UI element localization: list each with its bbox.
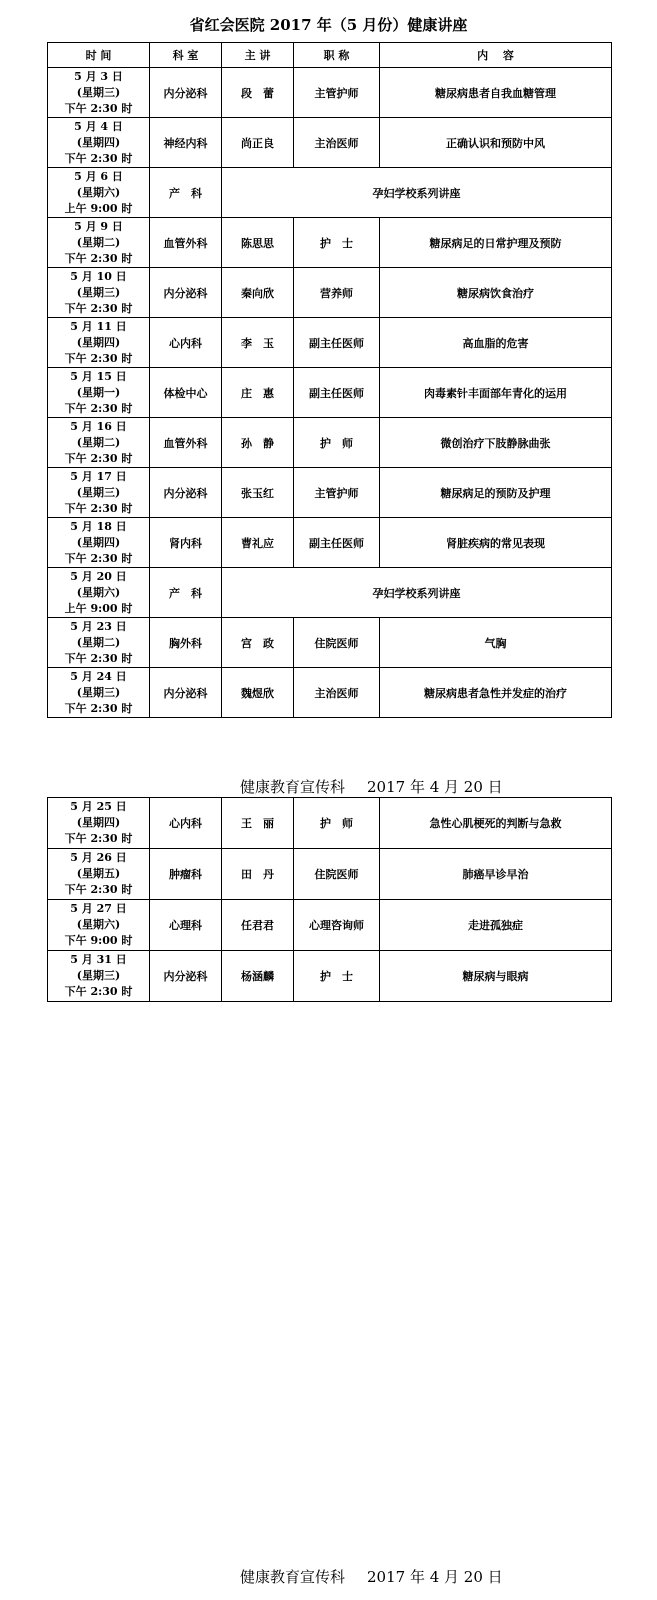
time-weekday: (星期二) [76, 635, 121, 649]
cell-time [48, 418, 150, 468]
footer-signature [240, 776, 503, 797]
table-row [48, 318, 612, 368]
time-time: 下午 2:30 时 [64, 251, 133, 265]
header-title: 职 称 [294, 43, 380, 68]
time-date: 5 月 16 日 [70, 419, 127, 433]
table-row [48, 468, 612, 518]
table-row [48, 849, 612, 900]
table-row [48, 68, 612, 118]
cell-topic: 糖尿病与眼病 [380, 951, 612, 1002]
time-date: 5 月 6 日 [74, 169, 123, 183]
time-date: 5 月 25 日 [70, 800, 127, 813]
time-time: 下午 2:30 时 [64, 501, 133, 515]
cell-time [48, 118, 150, 168]
header-department: 科 室 [150, 43, 222, 68]
cell-title: 住院医师 [294, 849, 380, 900]
cell-speaker: 李 玉 [222, 318, 294, 368]
cell-topic: 糖尿病足的日常护理及预防 [380, 218, 612, 268]
cell-time [48, 618, 150, 668]
cell-topic: 急性心肌梗死的判断与急救 [380, 798, 612, 849]
time-date: 5 月 17 日 [70, 469, 127, 483]
time-weekday: (星期四) [76, 335, 121, 349]
time-weekday: (星期五) [76, 867, 121, 880]
time-weekday: (星期六) [76, 185, 121, 199]
time-weekday: (星期四) [76, 535, 121, 549]
cell-department: 血管外科 [150, 218, 222, 268]
time-date: 5 月 4 日 [74, 119, 123, 133]
cell-department: 内分泌科 [150, 668, 222, 718]
table-row [48, 951, 612, 1002]
time-date: 5 月 10 日 [70, 269, 127, 283]
time-time: 下午 2:30 时 [64, 351, 133, 365]
cell-topic: 气胸 [380, 618, 612, 668]
cell-department: 血管外科 [150, 418, 222, 468]
footer-date: 2017 年 4 月 20 日 [367, 1568, 503, 1586]
cell-topic: 肾脏疾病的常见表现 [380, 518, 612, 568]
cell-time [48, 68, 150, 118]
cell-merged-content: 孕妇学校系列讲座 [222, 168, 612, 218]
cell-time [48, 900, 150, 951]
cell-department: 产 科 [150, 568, 222, 618]
table-header-row [48, 43, 612, 68]
cell-time [48, 268, 150, 318]
cell-department: 内分泌科 [150, 951, 222, 1002]
cell-title: 主治医师 [294, 118, 380, 168]
cell-title: 主治医师 [294, 668, 380, 718]
cell-department: 产 科 [150, 168, 222, 218]
time-date: 5 月 9 日 [74, 219, 123, 233]
cell-title: 营养师 [294, 268, 380, 318]
cell-title: 心理咨询师 [294, 900, 380, 951]
cell-title: 护 士 [294, 951, 380, 1002]
table-row [48, 168, 612, 218]
cell-topic: 肉毒素针丰面部年青化的运用 [380, 368, 612, 418]
cell-title: 副主任医师 [294, 368, 380, 418]
cell-time [48, 518, 150, 568]
cell-topic: 肺癌早诊早治 [380, 849, 612, 900]
time-date: 5 月 3 日 [74, 69, 123, 83]
time-date: 5 月 18 日 [70, 519, 127, 533]
cell-title: 副主任医师 [294, 318, 380, 368]
cell-topic: 糖尿病足的预防及护理 [380, 468, 612, 518]
cell-department: 心内科 [150, 318, 222, 368]
footer-department: 健康教育宣传科 [240, 1568, 346, 1586]
cell-speaker: 秦向欣 [222, 268, 294, 318]
time-weekday: (星期一) [76, 385, 121, 399]
time-date: 5 月 26 日 [70, 851, 127, 864]
header-content: 内 容 [380, 43, 612, 68]
cell-speaker: 魏煜欣 [222, 668, 294, 718]
time-date: 5 月 24 日 [70, 669, 127, 683]
cell-time [48, 468, 150, 518]
footer-signature-bottom [240, 1566, 503, 1587]
cell-topic: 糖尿病患者自我血糖管理 [380, 68, 612, 118]
time-time: 下午 2:30 时 [64, 101, 133, 115]
cell-department: 神经内科 [150, 118, 222, 168]
time-date: 5 月 15 日 [70, 369, 127, 383]
cell-department: 内分泌科 [150, 68, 222, 118]
header-speaker: 主 讲 [222, 43, 294, 68]
time-weekday: (星期三) [76, 285, 121, 299]
table-row [48, 900, 612, 951]
cell-speaker: 王 丽 [222, 798, 294, 849]
time-weekday: (星期六) [76, 918, 121, 931]
cell-department: 肾内科 [150, 518, 222, 568]
time-weekday: (星期三) [76, 969, 121, 982]
lecture-schedule-table [47, 42, 612, 718]
table-row [48, 118, 612, 168]
cell-time [48, 318, 150, 368]
time-time: 下午 2:30 时 [64, 883, 133, 896]
table-row [48, 268, 612, 318]
time-time: 下午 2:30 时 [64, 832, 133, 845]
time-time: 下午 2:30 时 [64, 985, 133, 998]
table-row [48, 218, 612, 268]
cell-title: 副主任医师 [294, 518, 380, 568]
table-row [48, 798, 612, 849]
footer-date: 2017 年 4 月 20 日 [367, 778, 503, 796]
time-time: 下午 2:30 时 [64, 701, 133, 715]
footer-department: 健康教育宣传科 [240, 778, 346, 796]
cell-department: 心内科 [150, 798, 222, 849]
cell-department: 肿瘤科 [150, 849, 222, 900]
table-row [48, 518, 612, 568]
cell-speaker: 陈思思 [222, 218, 294, 268]
cell-topic: 走进孤独症 [380, 900, 612, 951]
cell-time [48, 849, 150, 900]
cell-speaker: 曹礼应 [222, 518, 294, 568]
cell-topic: 高血脂的危害 [380, 318, 612, 368]
cell-speaker: 孙 静 [222, 418, 294, 468]
cell-department: 心理科 [150, 900, 222, 951]
table-row [48, 368, 612, 418]
table-row [48, 418, 612, 468]
cell-time [48, 798, 150, 849]
cell-topic: 正确认识和预防中风 [380, 118, 612, 168]
time-time: 上午 9:00 时 [64, 601, 133, 615]
cell-title: 护 师 [294, 418, 380, 468]
cell-topic: 微创治疗下肢静脉曲张 [380, 418, 612, 468]
cell-title: 护 士 [294, 218, 380, 268]
cell-title: 护 师 [294, 798, 380, 849]
cell-time [48, 951, 150, 1002]
time-weekday: (星期四) [76, 135, 121, 149]
time-weekday: (星期三) [76, 685, 121, 699]
time-weekday: (星期三) [76, 85, 121, 99]
time-time: 下午 2:30 时 [64, 301, 133, 315]
cell-speaker: 庄 惠 [222, 368, 294, 418]
cell-speaker: 段 蕾 [222, 68, 294, 118]
page-title: 省红会医院 2017 年（5 月份）健康讲座 [189, 16, 468, 34]
time-date: 5 月 11 日 [70, 319, 127, 333]
header-time: 时 间 [48, 43, 150, 68]
cell-time [48, 168, 150, 218]
cell-speaker: 任君君 [222, 900, 294, 951]
table-row [48, 668, 612, 718]
time-date: 5 月 27 日 [70, 902, 127, 915]
time-date: 5 月 20 日 [70, 569, 127, 583]
cell-merged-content: 孕妇学校系列讲座 [222, 568, 612, 618]
cell-speaker: 田 丹 [222, 849, 294, 900]
cell-time [48, 368, 150, 418]
time-weekday: (星期四) [76, 816, 121, 829]
time-date: 5 月 23 日 [70, 619, 127, 633]
time-time: 下午 2:30 时 [64, 401, 133, 415]
cell-topic: 糖尿病饮食治疗 [380, 268, 612, 318]
cell-time [48, 218, 150, 268]
lecture-schedule-table-continued [47, 797, 612, 1002]
time-time: 下午 2:30 时 [64, 651, 133, 665]
time-time: 上午 9:00 时 [64, 201, 133, 215]
cell-speaker: 杨涵麟 [222, 951, 294, 1002]
cell-speaker: 尚正良 [222, 118, 294, 168]
time-time: 下午 2:30 时 [64, 151, 133, 165]
cell-topic: 糖尿病患者急性并发症的治疗 [380, 668, 612, 718]
cell-department: 内分泌科 [150, 268, 222, 318]
time-weekday: (星期二) [76, 235, 121, 249]
time-weekday: (星期三) [76, 485, 121, 499]
time-weekday: (星期二) [76, 435, 121, 449]
cell-speaker: 张玉红 [222, 468, 294, 518]
time-time: 下午 2:30 时 [64, 551, 133, 565]
cell-time [48, 668, 150, 718]
time-weekday: (星期六) [76, 585, 121, 599]
time-date: 5 月 31 日 [70, 953, 127, 966]
cell-title: 主管护师 [294, 468, 380, 518]
table-row [48, 568, 612, 618]
cell-time [48, 568, 150, 618]
cell-title: 住院医师 [294, 618, 380, 668]
time-time: 下午 2:30 时 [64, 451, 133, 465]
cell-department: 内分泌科 [150, 468, 222, 518]
table-body [48, 798, 612, 1002]
cell-department: 胸外科 [150, 618, 222, 668]
cell-title: 主管护师 [294, 68, 380, 118]
cell-speaker: 宫 政 [222, 618, 294, 668]
cell-department: 体检中心 [150, 368, 222, 418]
table-row [48, 618, 612, 668]
table-body [48, 68, 612, 718]
time-time: 下午 9:00 时 [64, 934, 133, 947]
